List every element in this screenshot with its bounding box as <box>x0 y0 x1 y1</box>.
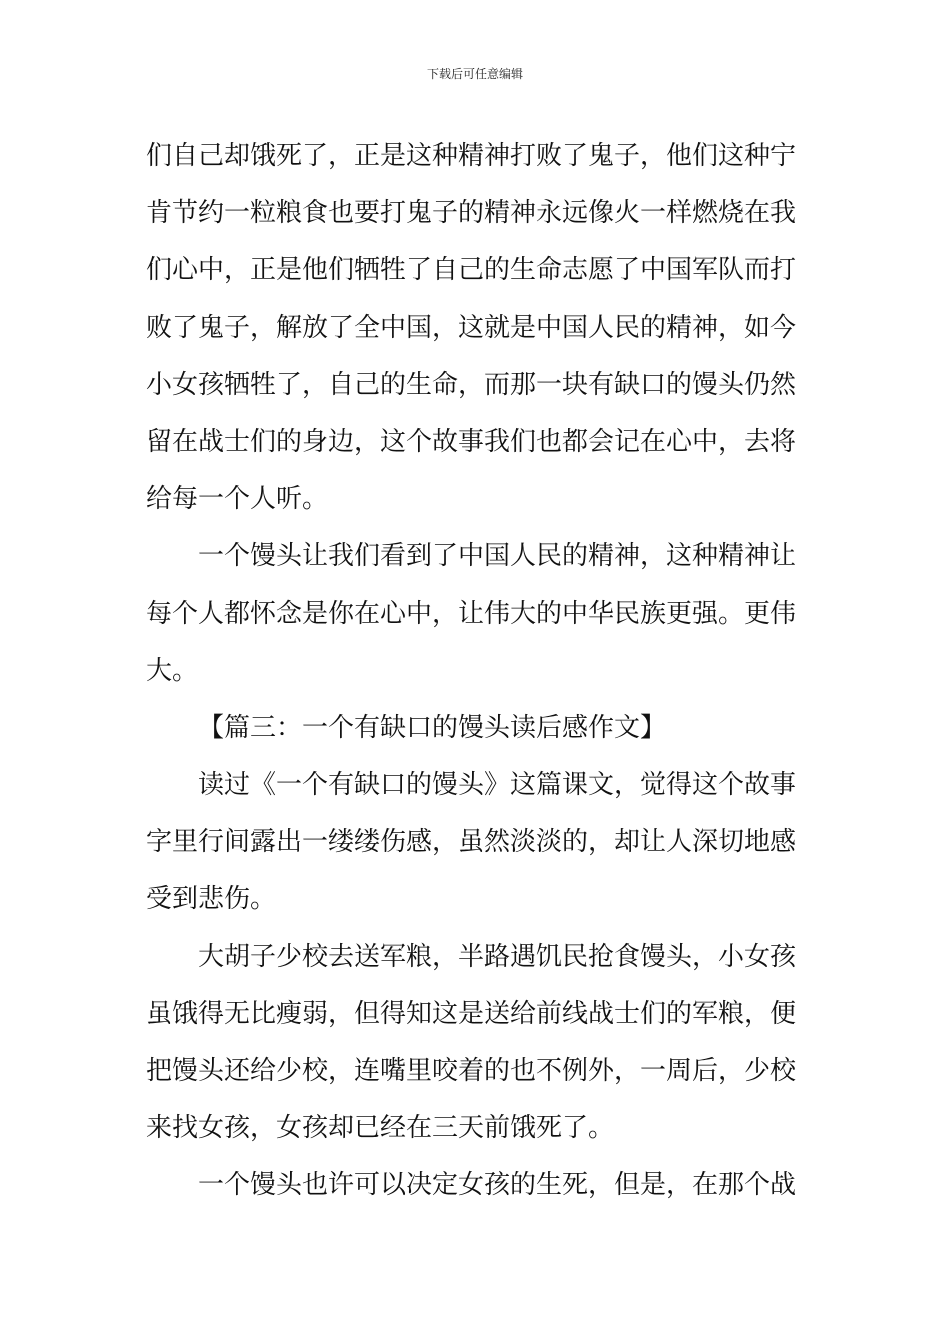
text-line: 字里行间露出一缕缕伤感，虽然淡淡的，却让人深切地感 <box>146 827 797 858</box>
document-body <box>146 128 810 1215</box>
page-header: 下载后可任意编辑 <box>426 67 523 81</box>
text-line: 败了鬼子，解放了全中国，这就是中国人民的精神，如今 <box>146 312 797 343</box>
text-line: 肯节约一粒粮食也要打鬼子的精神永远像火一样燃烧在我 <box>146 198 797 229</box>
text-line: 把馒头还给少校，连嘴里咬着的也不例外，一周后，少校 <box>146 1056 797 1086</box>
text-line: 小女孩牺牲了，自己的生命，而那一块有缺口的馒头仍然 <box>146 369 797 400</box>
text-line: 留在战士们的身边，这个故事我们也都会记在心中，去将 <box>146 426 797 457</box>
paragraph-first-line: 大胡子少校去送军粮，半路遇饥民抢食馒头，小女孩 <box>198 941 797 972</box>
text-line: 大。 <box>146 655 199 686</box>
text-line: 虽饿得无比瘦弱，但得知这是送给前线战士们的军粮，便 <box>146 998 797 1029</box>
paragraph-first-line: 一个馒头让我们看到了中国人民的精神，这种精神让 <box>198 541 797 572</box>
paragraph-first-line: 读过《一个有缺口的馒头》这篇课文，觉得这个故事 <box>198 770 797 801</box>
paragraph-first-line: 一个馒头也许可以决定女孩的生死，但是，在那个战 <box>198 1170 797 1201</box>
text-line: 们心中，正是他们牺牲了自己的生命志愿了中国军队而打 <box>146 255 797 286</box>
text-line: 受到悲伤。 <box>146 884 277 915</box>
section-title: 【篇三：一个有缺口的馒头读后感作文】 <box>198 712 667 743</box>
text-line: 给每一个人听。 <box>146 484 329 515</box>
text-line: 来找女孩，女孩却已经在三天前饿死了。 <box>146 1113 615 1144</box>
text-line: 每个人都怀念是你在心中，让伟大的中华民族更强。更伟 <box>146 598 797 629</box>
text-line: 们自己却饿死了，正是这种精神打败了鬼子，他们这种宁 <box>146 141 797 171</box>
